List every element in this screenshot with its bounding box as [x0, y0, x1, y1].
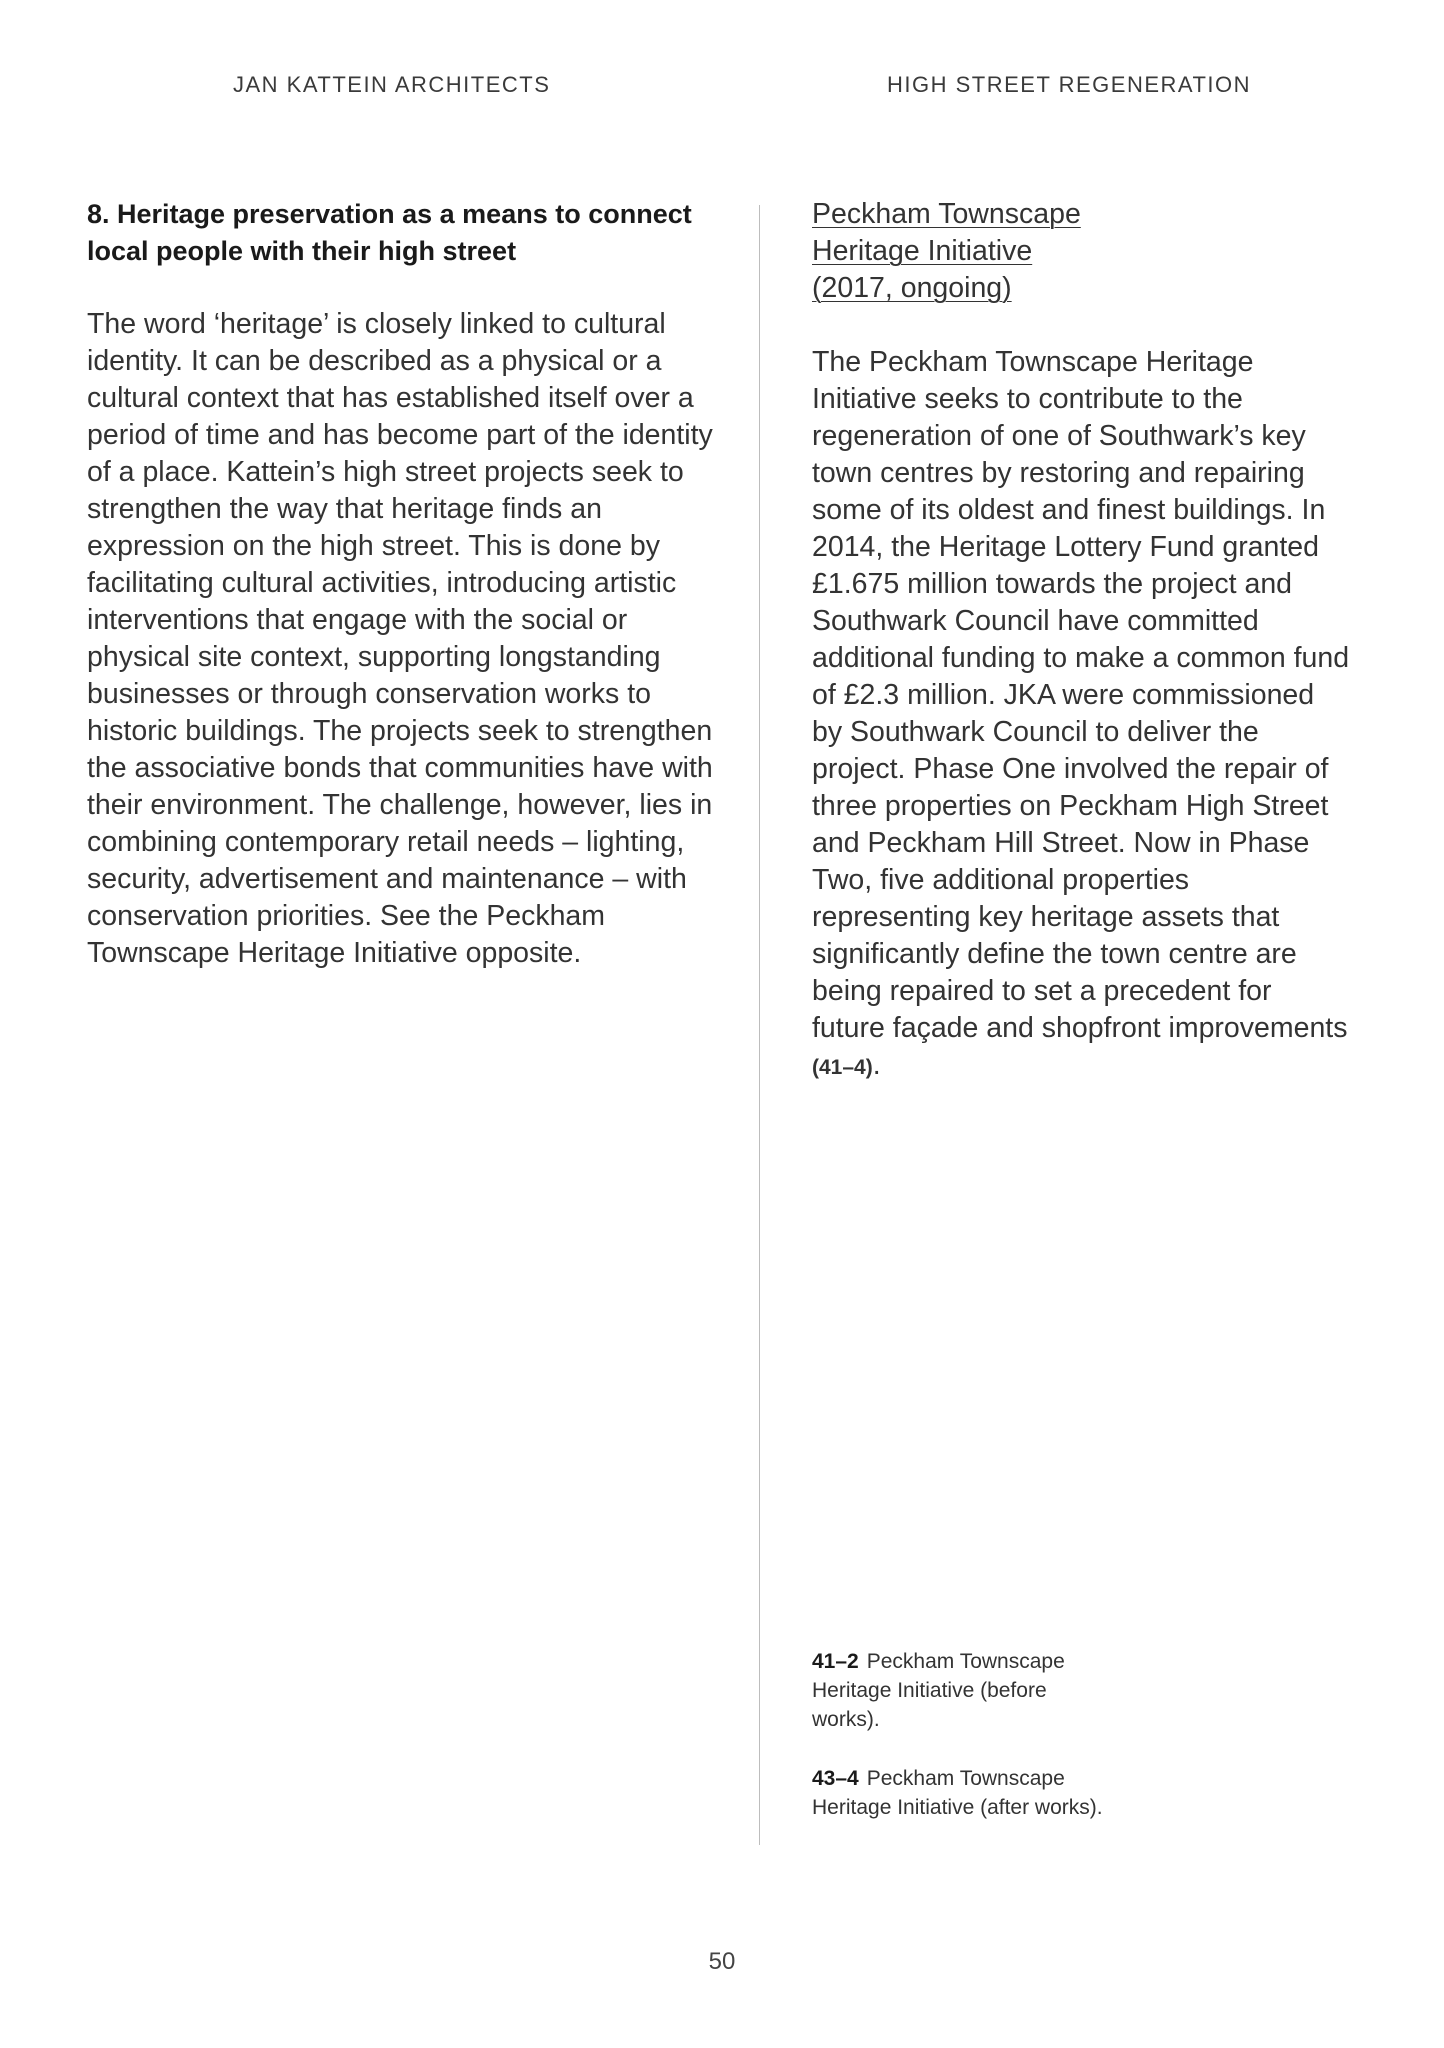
left-column — [87, 196, 727, 972]
right-body-text — [812, 344, 1352, 1086]
project-title-line-1: Peckham Townscape — [812, 198, 1081, 230]
section-heading: 8. Heritage preservation as a means to connect local people with their high street — [87, 199, 692, 266]
project-title-line-3: (2017, ongoing) — [812, 272, 1012, 304]
caption-number: 41–2 — [812, 1650, 859, 1673]
caption-number: 43–4 — [812, 1767, 859, 1790]
running-header-right: HIGH STREET REGENERATION — [887, 72, 1252, 97]
project-title — [812, 196, 1352, 307]
project-title-line-2: Heritage Initiative — [812, 235, 1033, 267]
figure-captions — [812, 1647, 1112, 1852]
page-number: 50 — [708, 1948, 736, 1975]
running-header-left: JAN KATTEIN ARCHITECTS — [233, 72, 551, 97]
figure-reference: (41–4) — [812, 1056, 873, 1079]
column-divider — [759, 205, 760, 1845]
caption-item — [812, 1647, 1112, 1734]
caption-text: Peckham Townscape Heritage Initiative (before works). — [812, 1650, 1065, 1731]
left-body-text: The word ‘heritage’ is closely linked to cultural identity. It can be described as a physical or a cultural context that has established itself over a period of time and has become part of the identity of a place. Kattein’s high street projects seek to strengthen the way that heritage finds an expression on the high street. This is done by facilitating cultural activities, introducing artistic interventions that engage with the social or physical site context, supporting longstanding businesses or through conservation works to historic buildings. The projects seek to strengthen the associative bonds that communities have with their environment. The challenge, however, lies in combining contemporary retail needs – lighting, security, advertisement and maintenance – with conservation priorities. See the Peckham Townscape Heritage Initiative opposite. — [87, 308, 713, 969]
right-column — [812, 196, 1352, 1086]
right-body-end: . — [872, 1049, 881, 1081]
right-body-main: The Peckham Townscape Heritage Initiative seeks to contribute to the regeneration of one of Southwark’s key town centres by restoring and repairing some of its oldest and finest buildings. In 2014, the Heritage Lottery Fund granted £1.675 million towards the project and Southwark Council have committed additional funding to make a common fund of £2.3 million. JKA were commissioned by Southwark Council to deliver the project. Phase One involved the repair of three properties on Peckham High Street and Peckham Hill Street. Now in Phase Two, five additional properties representing key heritage assets that significantly define the town centre are being repaired to set a precedent for future façade and shopfront improvements — [812, 346, 1350, 1044]
caption-text: Peckham Townscape Heritage Initiative (after works). — [812, 1767, 1103, 1819]
caption-item — [812, 1764, 1112, 1822]
